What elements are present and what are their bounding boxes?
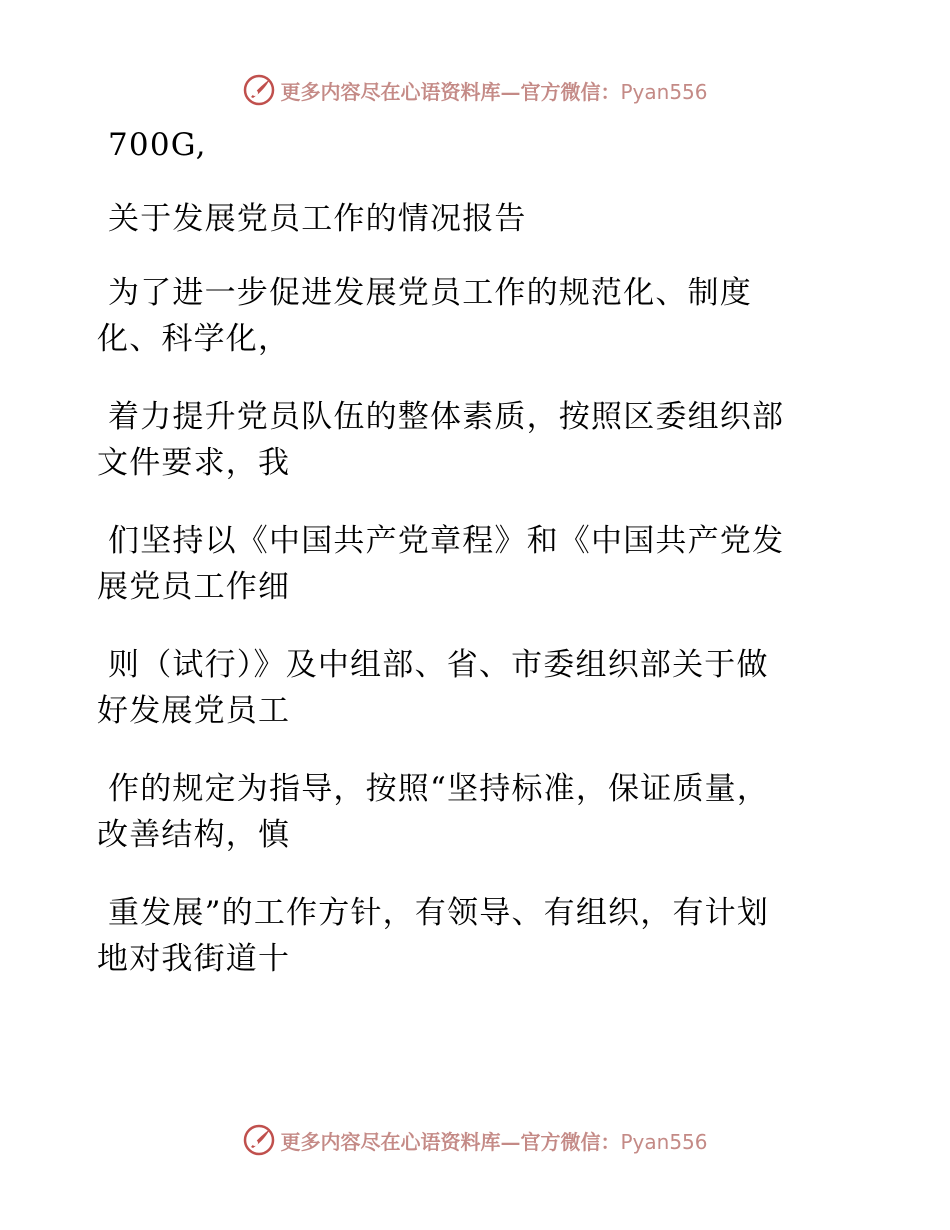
doc-line: 着力提升党员队伍的整体素质，按照区委组织部	[108, 399, 785, 435]
doc-line: 改善结构，慎	[97, 817, 291, 853]
watermark-text: 更多内容尽在心语资料库—官方微信：Pyan556	[280, 1129, 708, 1154]
doc-line: 们坚持以《中国共产党章程》和《中国共产党发	[108, 523, 785, 559]
doc-line: 好发展党员工	[97, 693, 291, 729]
doc-line: 化、科学化，	[97, 321, 291, 357]
doc-line-code: 700G,	[108, 127, 207, 163]
doc-line: 展党员工作细	[97, 569, 291, 605]
doc-line: 为了进一步促进发展党员工作的规范化、制度	[108, 275, 752, 311]
doc-title: 关于发展党员工作的情况报告	[108, 201, 527, 237]
watermark-group	[242, 73, 707, 107]
watermark-text: 更多内容尽在心语资料库—官方微信：Pyan556	[280, 79, 708, 104]
doc-line: 则（试行）》及中组部、省、市委组织部关于做	[108, 647, 769, 683]
quill-seal-icon	[242, 73, 276, 107]
footer-watermark	[0, 1118, 950, 1162]
doc-line: 作的规定为指导，按照“坚持标准，保证质量，	[108, 771, 770, 807]
watermark-group	[242, 1123, 707, 1157]
document-body	[97, 122, 837, 982]
doc-line: 文件要求，我	[97, 445, 291, 481]
doc-line: 地对我街道十	[97, 941, 291, 977]
quill-seal-icon	[242, 1123, 276, 1157]
header-watermark	[0, 68, 950, 112]
doc-line: 重发展”的工作方针，有领导、有组织，有计划	[108, 895, 770, 931]
